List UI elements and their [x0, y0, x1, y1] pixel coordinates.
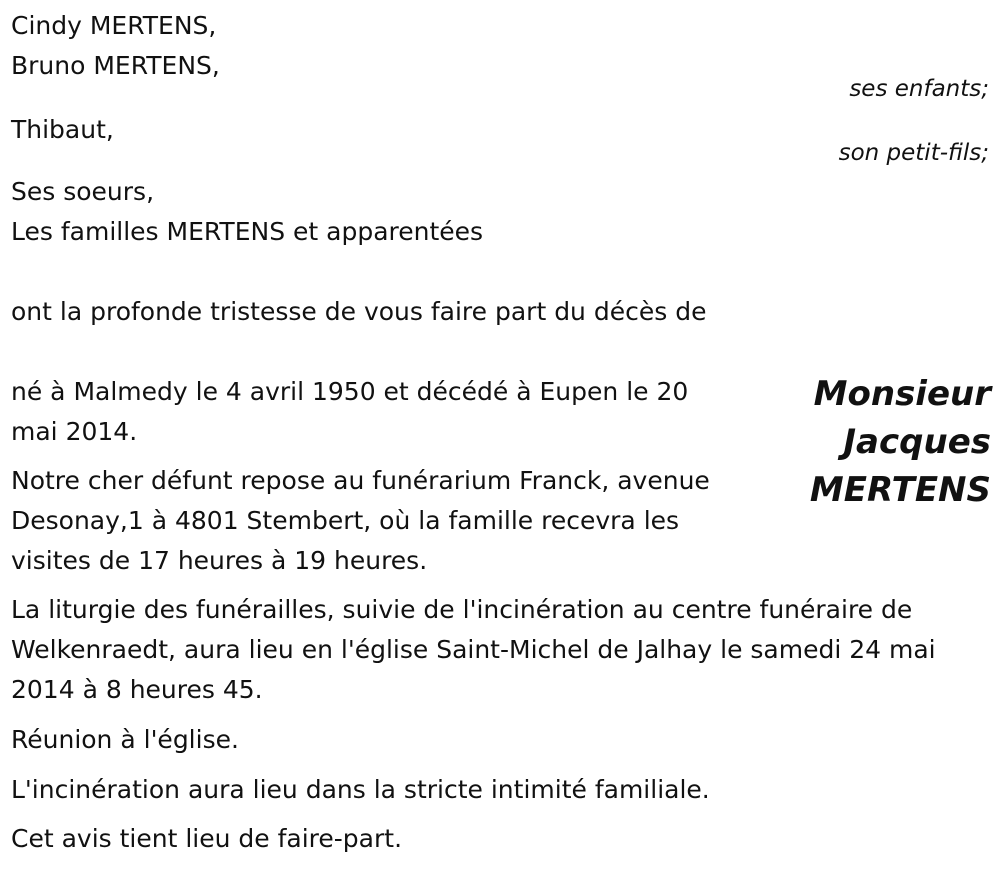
cremation-text: L'incinération aura lieu dans la stricte intimité familiale. — [11, 775, 710, 804]
birth-death-text: né à Malmedy le 4 avril 1950 et décédé à Eupen le 20 mai 2014. — [11, 377, 689, 446]
liturgy-text: La liturgie des funérailles, suivie de l'incinération au centre funéraire de Welkenraedt, aura lieu en l'église Saint-Michel de Jalhay le samedi 24 mai 2014 à 8 heures 45. — [11, 595, 936, 704]
deceased-name — [761, 370, 991, 514]
family-member-thibaut: Thibaut, — [11, 115, 114, 144]
funeral-home-text: Notre cher défunt repose au funérarium Franck, avenue Desonay,1 à 4801 Stembert, où la famille recevra les visites de 17 heures à 19 heures. — [11, 466, 710, 575]
deceased-first-name: Jacques — [843, 422, 991, 462]
closing-text: Cet avis tient lieu de faire-part. — [11, 824, 403, 853]
deceased-title: Monsieur — [813, 374, 991, 414]
family-member-bruno: Bruno MERTENS, — [11, 51, 220, 80]
role-children: ses enfants; — [849, 76, 989, 102]
role-grandson: son petit-fils; — [838, 140, 989, 166]
family-relatives: Les familles MERTENS et apparentées — [11, 217, 484, 246]
meeting-text: Réunion à l'église. — [11, 725, 239, 754]
family-member-cindy: Cindy MERTENS, — [11, 11, 217, 40]
announcement-text: ont la profonde tristesse de vous faire part du décès de — [11, 297, 707, 326]
family-sisters: Ses soeurs, — [11, 177, 155, 206]
deceased-last-name: MERTENS — [809, 470, 991, 510]
